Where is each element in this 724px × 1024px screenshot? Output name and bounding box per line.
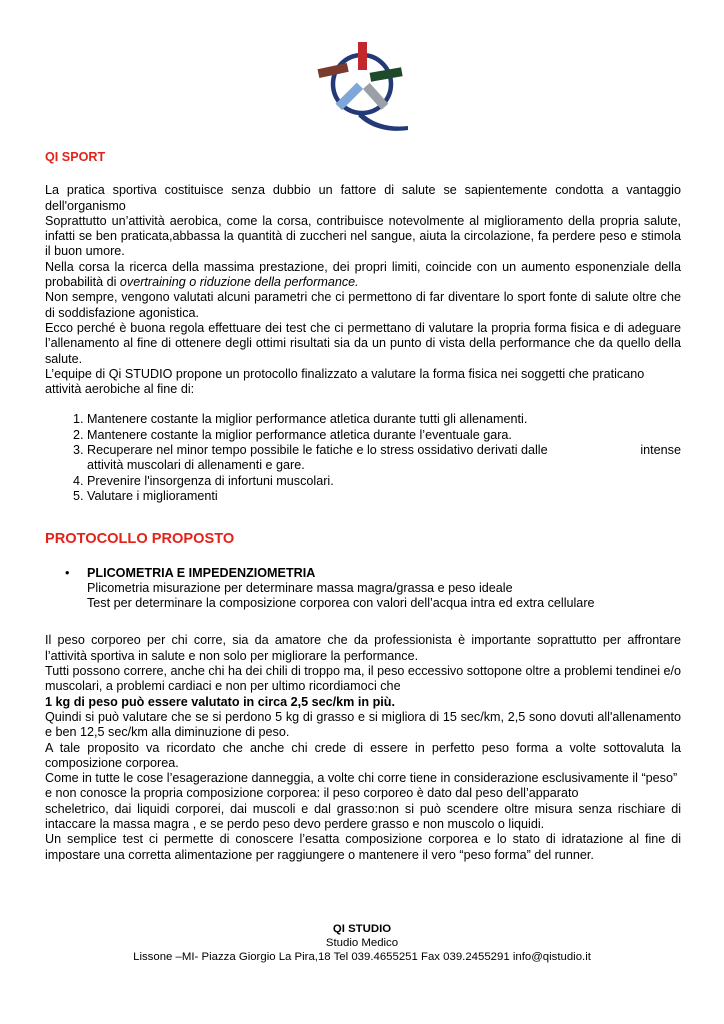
paragraph: Il peso corporeo per chi corre, sia da amatore che da professionista è importante soprattutto per affrontare l’attività sportiva in salute e non solo per migliorare la performance.: [45, 633, 681, 663]
paragraph: Tutti possono correre, anche chi ha dei chili di troppo ma, il peso eccessivo sottopone oltre a problemi tendinei e/o muscolari, a problemi cardiaci e non per ultimo ricordiamoci che: [45, 664, 681, 694]
paragraph: Un semplice test ci permette di conoscere l’esatta composizione corporea e lo stato di idratazione al fine di impostare una corretta alimentazione per raggiungere o mantenere il vero “peso forma” del runner.: [45, 832, 681, 862]
qi-studio-logo: [312, 40, 412, 136]
list-item: 5. Valutare i miglioramenti: [87, 489, 681, 504]
logo-q-tail: [358, 113, 408, 131]
list-item-text-tail: intense: [640, 443, 681, 458]
bullet-icon: •: [65, 565, 70, 580]
paragraph: scheletrico, dai liquidi corporei, dai muscoli e dal grasso:non si può scendere oltre misura senza rischiare di intaccare la massa magra , e se perdo peso devo perdere grasso e non muscolo o liquidi.: [45, 801, 681, 831]
paragraph: Quindi si può valutare che se si perdono 5 kg di grasso e si migliora di 15 sec/km, 2,5 sono dovuti all'allenamento e ben 12,5 sec/km alla diminuzione di peso.: [45, 709, 681, 740]
list-item-line: [87, 443, 681, 458]
list-item: 2. Mantenere costante la miglior performance atletica durante l’eventuale gara.: [87, 428, 681, 443]
list-item-text: 3. Recuperare nel minor tempo possibile le fatiche e lo stress ossidativo derivati dalle: [87, 443, 548, 458]
list-item: [65, 565, 681, 612]
list-item: [87, 443, 681, 474]
list-item: 1. Mantenere costante la miglior performance atletica durante tutti gli allenamenti.: [87, 412, 681, 427]
logo-gray-bar: [363, 83, 388, 110]
paragraph: La pratica sportiva costituisce senza dubbio un fattore di salute se sapientemente condotta a vantaggio dell'organismo: [45, 183, 681, 213]
list-item: 4. Prevenire l'insorgenza di infortuni muscolari.: [87, 474, 681, 489]
bullet-title: PLICOMETRIA E IMPEDENZIOMETRIA: [87, 565, 316, 580]
paragraph: Ecco perché è buona regola effettuare dei test che ci permettano di valutare la propria forma fisica e di adeguare l’allenamento al fine di ottenere degli ottimi risultati sia da un punto di vista della performance che da quello della salute.: [45, 320, 681, 366]
paragraph: A tale proposito va ricordato che anche chi crede di essere in perfetto peso forma a volte sottovaluta la composizione corporea.: [45, 740, 681, 770]
goals-list: [45, 412, 681, 504]
footer-subtitle: Studio Medico: [325, 937, 399, 949]
paragraph: L’equipe di Qi STUDIO propone un protocollo finalizzato a valutare la forma fisica nei soggetti che praticano attività aerobiche al fine di:: [45, 366, 645, 397]
paragraph-bold: 1 kg di peso può essere valutato in circa 2,5 sec/km in più.: [45, 694, 395, 709]
section-title-protocollo: PROTOCOLLO PROPOSTO: [45, 531, 235, 548]
logo-blue-bar: [336, 83, 364, 111]
footer: [0, 922, 724, 964]
bullet-line: Test per determinare la composizione corporea con valori dell’acqua intra ed extra cellulare: [87, 596, 595, 611]
footer-title: QI STUDIO: [332, 923, 392, 935]
paragraph: Soprattutto un’attività aerobica, come la corsa, contribuisce notevolmente al miglioramento della propria salute, infatti se ben praticata,abbassa la quantità di zuccheri nel sangue, aiuta la circolazione, fa perdere peso e stimola il buon umore.: [45, 213, 681, 259]
document-body: [45, 150, 681, 863]
paragraph: Non sempre, vengono valutati alcuni parametri che ci permettono di far diventare lo sport fonte di salute oltre che di soddisfazione agonistica.: [45, 290, 681, 320]
bullet-line: Plicometria misurazione per determinare massa magra/grassa e peso ideale: [87, 580, 513, 595]
paragraph: [45, 260, 681, 291]
protocol-list: [45, 566, 681, 612]
section-title-qi-sport: QI SPORT: [45, 150, 106, 164]
list-item-line: attività muscolari di allenamenti e gare.: [87, 458, 305, 473]
footer-address: Lissone –MI- Piazza Giorgio La Pira,18 Tel 039.4655251 Fax 039.2455291 info@qistudio.it: [133, 951, 591, 963]
paragraph-text: Nella corsa la ricerca della massima prestazione, dei propri limiti, coincide con un aumento esponenziale della probabilità di: [45, 259, 681, 290]
logo-red-bar: [358, 42, 367, 70]
paragraph-italic-text: overtraining o riduzione della performance.: [119, 275, 359, 290]
paragraph: Come in tutte le cose l’esagerazione danneggia, a volte chi corre tiene in considerazione esclusivamente il “peso” e non conosce la propria composizione corporea: il peso corporeo è dato dal peso dell’apparato: [45, 771, 678, 801]
